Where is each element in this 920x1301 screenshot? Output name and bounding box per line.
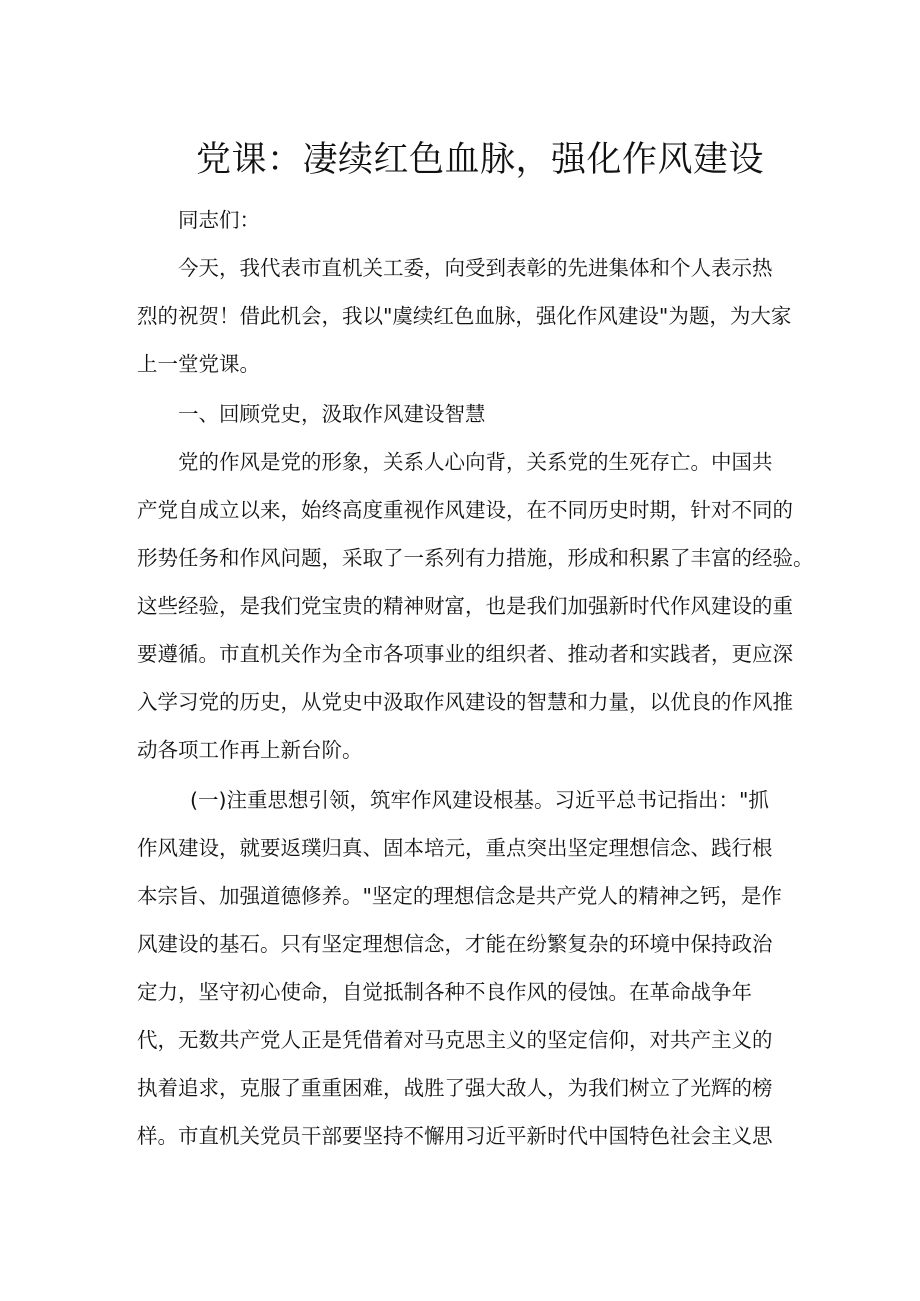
paragraph-line: 要遵循。市直机关作为全市各项事业的组织者、推动者和实践者，更应深: [137, 642, 793, 666]
heading-line: 一、回顾党史，汲取作风建设智慧: [178, 402, 486, 426]
paragraph-line: 上一堂党课。: [137, 352, 260, 376]
paragraph-2: [137, 438, 814, 774]
document-title: 党课：凄续红色血脉，强化作风建设: [195, 140, 764, 180]
paragraph-line: 入学习党的历史，从党史中汲取作风建设的智慧和力量，以优良的作风推: [137, 690, 793, 714]
paragraph-line: 今天，我代表市直机关工委，向受到表彰的先进集体和个人表示热: [178, 256, 773, 280]
paragraph-1: [137, 244, 792, 388]
paragraph-line: 这些经验，是我们党宝贵的精神财富，也是我们加强新时代作风建设的重: [137, 594, 793, 618]
paragraph-line: 本宗旨、加强道德修养。"坚定的理想信念是共产党人的精神之钙，是作: [137, 884, 782, 908]
paragraph-line: 动各项工作再上新台阶。: [137, 738, 363, 762]
paragraph-line: 烈的祝贺！借此机会，我以"虞续红色血脉，强化作风建设"为题，为大家: [137, 304, 792, 328]
paragraph-line: 风建设的基石。只有坚定理想信念，才能在纷繁复杂的环境中保持政治: [137, 932, 773, 956]
greeting: [137, 196, 777, 244]
greeting-line: 同志们：: [178, 208, 260, 232]
paragraph-line: 定力，坚守初心使命，自觉抵制各种不良作风的侵蚀。在革命战争年: [137, 980, 752, 1004]
paragraph-line: (一)注重思想引领，筑牢作风建设根基。习近平总书记指出："抓: [190, 788, 769, 812]
paragraph-line: 形势任务和作风问题，采取了一系列有力措施，形成和积累了丰富的经验。: [137, 546, 814, 570]
paragraph-line: 作风建设，就要返璞归真、固本培元，重点突出坚定理想信念、践行根: [137, 836, 773, 860]
paragraph-line: 产党自成立以来，始终高度重视作风建设，在不同历史时期，针对不同的: [137, 498, 793, 522]
paragraph-3: [137, 776, 782, 1160]
paragraph-line: 党的作风是党的形象，关系人心向背，关系党的生死存亡。中国共: [178, 450, 773, 474]
paragraph-line: 代，无数共产党人正是凭借着对马克思主义的坚定信仰，对共产主义的: [137, 1028, 773, 1052]
section-heading-1: [137, 390, 777, 438]
paragraph-line: 执着追求，克服了重重困难，战胜了强大敌人，为我们树立了光辉的榜: [137, 1076, 773, 1100]
paragraph-line: 样。市直机关党员干部要坚持不懈用习近平新时代中国特色社会主义思: [137, 1124, 773, 1148]
